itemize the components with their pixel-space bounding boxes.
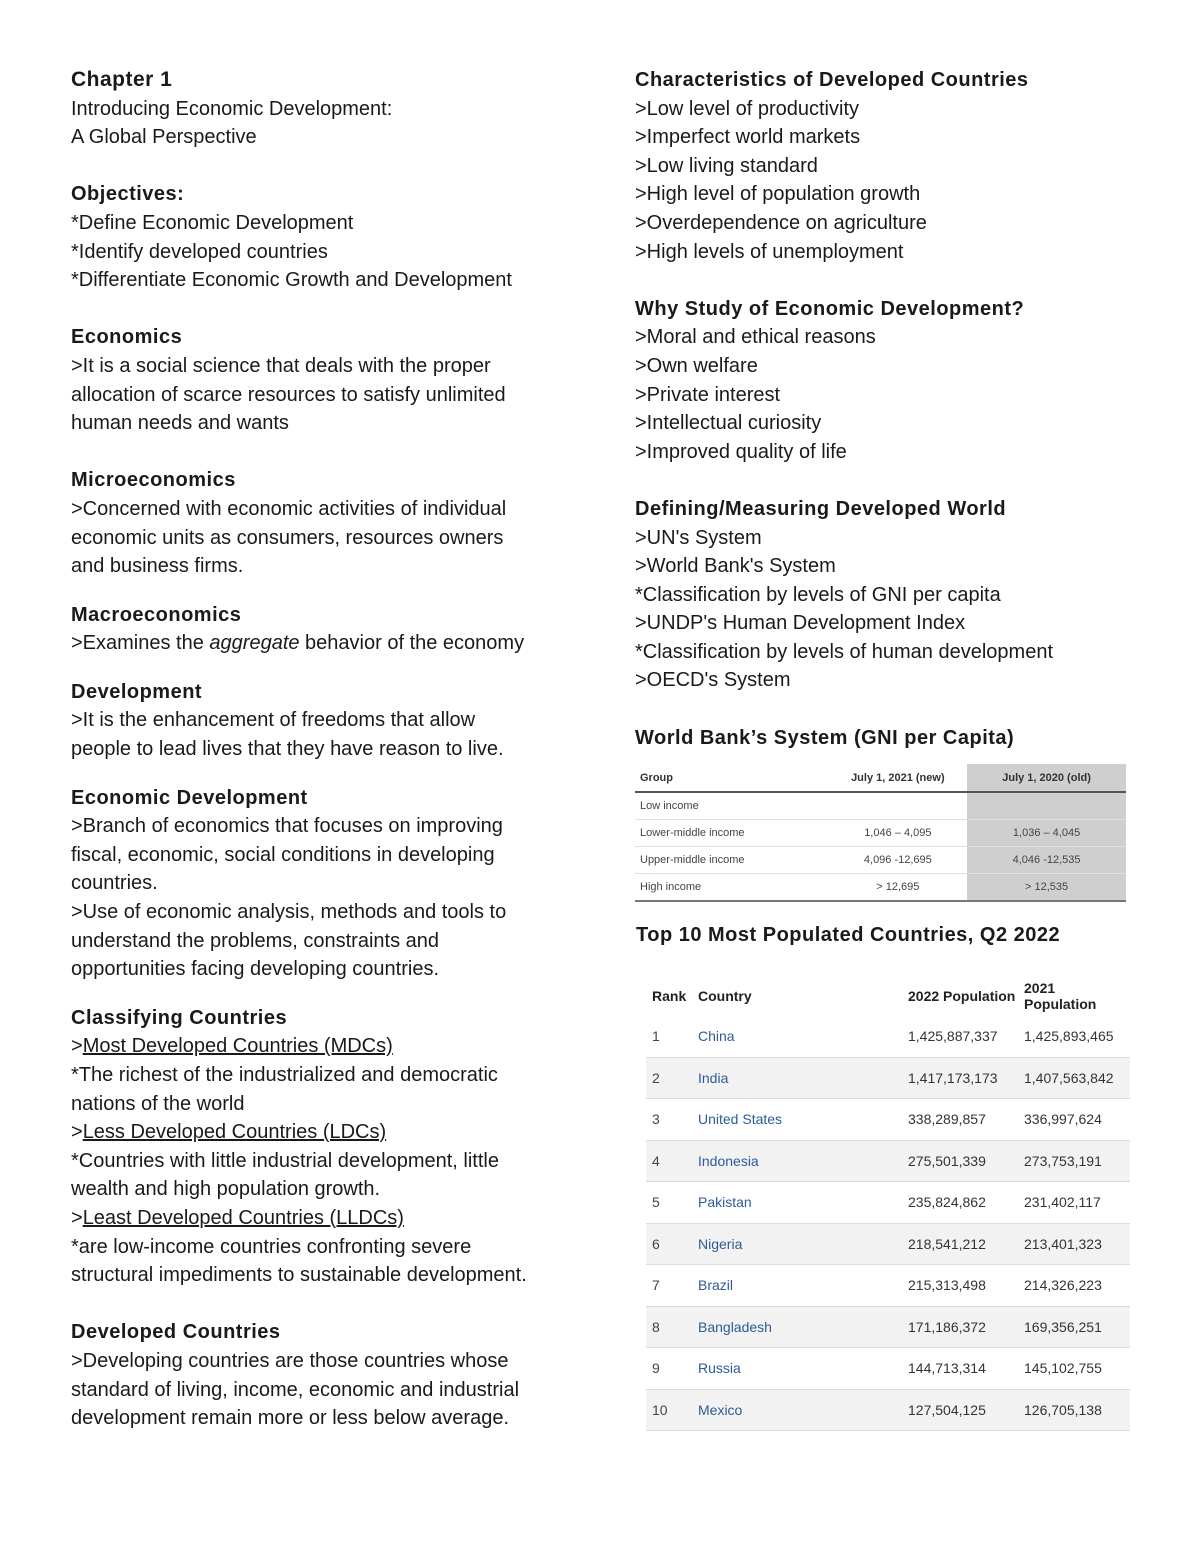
table-row — [635, 820, 1126, 847]
table-header-row — [635, 764, 1126, 792]
table-row — [646, 1182, 1130, 1224]
microeconomics-text: >Concerned with economic activities of individual — [71, 497, 507, 520]
table-row — [646, 1099, 1130, 1141]
population-2022-cell: 218,541,212 — [908, 1223, 1024, 1265]
population-2021-cell: 145,102,755 — [1024, 1348, 1130, 1390]
lldc-link[interactable]: Least Developed Countries (LLDCs) — [82, 1206, 404, 1229]
table-cell: > 12,695 — [829, 874, 968, 902]
population-2022-cell: 1,425,887,337 — [908, 1016, 1024, 1057]
ldc-link[interactable]: Less Developed Countries (LDCs) — [82, 1121, 387, 1144]
table-cell: 1,046 – 4,095 — [829, 820, 968, 847]
chapter-title-line-2: A Global Perspective — [71, 126, 257, 149]
development-text: people to lead lives that they have reason to live. — [71, 738, 504, 761]
left-column — [71, 66, 571, 1433]
population-2022-cell: 235,824,862 — [908, 1182, 1024, 1224]
table-row — [646, 1389, 1130, 1431]
developed-countries-text: standard of living, income, economic and industrial — [71, 1378, 520, 1401]
chapter-title-line-1: Introducing Economic Development: — [71, 97, 393, 120]
mdc-item: >Most Developed Countries (MDCs) — [71, 1035, 393, 1058]
country-link[interactable]: China — [698, 1016, 908, 1057]
ldc-item: >Less Developed Countries (LDCs) — [71, 1121, 387, 1144]
defining-item: >World Bank's System — [635, 555, 836, 578]
microeconomics-heading: Microeconomics — [71, 469, 236, 492]
mdc-text: *The richest of the industrialized and democratic — [71, 1064, 498, 1086]
country-link[interactable]: Brazil — [698, 1265, 908, 1307]
table-row — [646, 1306, 1130, 1348]
development-heading: Development — [71, 680, 203, 703]
mdc-link[interactable]: Most Developed Countries (MDCs) — [82, 1035, 393, 1058]
population-2022-cell: 215,313,498 — [908, 1265, 1024, 1307]
table-header: Group — [635, 764, 829, 792]
table-row — [635, 847, 1126, 874]
characteristics-item: >Low living standard — [635, 154, 818, 177]
population-2021-cell: 1,425,893,465 — [1024, 1016, 1130, 1057]
economics-heading: Economics — [71, 326, 183, 349]
economic-development-heading: Economic Development — [71, 786, 308, 809]
chapter-label: Chapter 1 — [71, 68, 173, 91]
country-link[interactable]: Indonesia — [698, 1140, 908, 1182]
economic-development-text: countries. — [71, 872, 158, 895]
table-cell: 4,096 -12,695 — [829, 847, 968, 874]
developed-countries-text: development remain more or less below average. — [71, 1407, 509, 1430]
defining-item: >UNDP's Human Development Index — [635, 612, 966, 635]
world-bank-heading: World Bank’s System (GNI per Capita) — [635, 726, 1015, 749]
population-2021-cell: 336,997,624 — [1024, 1099, 1130, 1141]
table-header: 2022 Population — [908, 987, 1016, 1004]
characteristics-item: >High levels of unemployment — [635, 240, 904, 263]
table-row — [646, 1348, 1130, 1390]
economic-development-text: >Use of economic analysis, methods and tools to — [71, 901, 507, 924]
economics-text: human needs and wants — [71, 412, 289, 435]
table-cell: 4,046 -12,535 — [967, 847, 1126, 874]
table-cell: 1,036 – 4,045 — [967, 820, 1126, 847]
economic-development-text: fiscal, economic, social conditions in developing — [71, 843, 495, 866]
right-column — [635, 66, 1135, 752]
table-row — [646, 1016, 1130, 1057]
economic-development-text: >Branch of economics that focuses on improving — [71, 815, 503, 838]
table-cell: Low income — [635, 792, 829, 820]
rank-cell: 5 — [646, 1182, 698, 1224]
table-header: July 1, 2021 (new) — [829, 764, 968, 792]
defining-item: >UN's System — [635, 526, 762, 549]
population-2021-cell: 1,407,563,842 — [1024, 1057, 1130, 1099]
table-header: Rank — [652, 987, 687, 1004]
defining-item: *Classification by levels of GNI per capita — [635, 583, 1001, 606]
population-2021-cell: 231,402,117 — [1024, 1182, 1130, 1224]
defining-item: *Classification by levels of human development — [635, 640, 1053, 663]
population-2021-cell: 213,401,323 — [1024, 1223, 1130, 1265]
macroeconomics-text: >Examines the aggregate behavior of the economy — [71, 632, 525, 655]
rank-cell: 1 — [646, 1016, 698, 1057]
country-link[interactable]: United States — [698, 1099, 908, 1141]
aggregate-emphasis: aggregate — [209, 632, 300, 655]
table-cell: Lower-middle income — [635, 820, 829, 847]
developed-countries-text: >Developing countries are those countries whose — [71, 1349, 509, 1372]
rank-cell: 4 — [646, 1140, 698, 1182]
table-cell: > 12,535 — [967, 874, 1126, 902]
population-2021-cell: 126,705,138 — [1024, 1389, 1130, 1431]
country-link[interactable]: Nigeria — [698, 1223, 908, 1265]
objective-item: *Identify developed countries — [71, 240, 328, 263]
table-row — [646, 1057, 1130, 1099]
macroeconomics-heading: Macroeconomics — [71, 603, 242, 626]
table-row — [646, 1140, 1130, 1182]
table-cell: High income — [635, 874, 829, 902]
population-2022-cell: 338,289,857 — [908, 1099, 1024, 1141]
table-header-row — [646, 975, 1130, 1016]
country-link[interactable]: Russia — [698, 1348, 908, 1390]
table-row — [635, 874, 1126, 902]
table-cell: Upper-middle income — [635, 847, 829, 874]
defining-heading: Defining/Measuring Developed World — [635, 497, 1007, 520]
rank-cell: 6 — [646, 1223, 698, 1265]
rank-cell: 7 — [646, 1265, 698, 1307]
characteristics-item: >Low level of productivity — [635, 97, 860, 120]
rank-cell: 3 — [646, 1099, 698, 1141]
characteristics-item: >Imperfect world markets — [635, 126, 861, 149]
population-2021-cell: 273,753,191 — [1024, 1140, 1130, 1182]
microeconomics-text: economic units as consumers, resources owners — [71, 526, 504, 549]
table-cell — [829, 792, 968, 820]
rank-cell: 10 — [646, 1389, 698, 1431]
characteristics-heading: Characteristics of Developed Countries — [635, 69, 1029, 91]
lldc-text: *are low-income countries confronting severe — [71, 1235, 472, 1258]
why-study-item: >Improved quality of life — [635, 440, 847, 463]
economics-text: allocation of scarce resources to satisfy unlimited — [71, 383, 506, 406]
why-study-item: >Private interest — [635, 383, 781, 406]
population-2022-cell: 144,713,314 — [908, 1348, 1024, 1390]
why-study-item: >Intellectual curiosity — [635, 412, 822, 435]
development-text: >It is the enhancement of freedoms that allow — [71, 709, 476, 732]
table-header: 2021 Population — [1024, 979, 1097, 1012]
mdc-text: nations of the world — [71, 1092, 245, 1115]
country-link[interactable]: Pakistan — [698, 1182, 908, 1224]
objective-item: *Differentiate Economic Growth and Development — [71, 269, 512, 292]
objectives-heading: Objectives: — [71, 183, 185, 206]
rank-cell: 8 — [646, 1306, 698, 1348]
table-header: July 1, 2020 (old) — [967, 764, 1126, 792]
country-link[interactable]: Bangladesh — [698, 1306, 908, 1348]
ldc-text: wealth and high population growth. — [71, 1178, 381, 1201]
population-table — [646, 975, 1130, 1431]
microeconomics-text: and business firms. — [71, 555, 244, 578]
why-study-item: >Own welfare — [635, 354, 758, 377]
table-row — [646, 1223, 1130, 1265]
rank-cell: 9 — [646, 1348, 698, 1390]
why-study-item: >Moral and ethical reasons — [635, 326, 876, 349]
lldc-text: structural impediments to sustainable development. — [71, 1264, 527, 1287]
population-heading: Top 10 Most Populated Countries, Q2 2022 — [636, 924, 1061, 946]
country-link[interactable]: India — [698, 1057, 908, 1099]
population-2022-cell: 127,504,125 — [908, 1389, 1024, 1431]
country-link[interactable]: Mexico — [698, 1389, 908, 1431]
economic-development-text: opportunities facing developing countries. — [71, 958, 440, 981]
lldc-item: >Least Developed Countries (LLDCs) — [71, 1206, 404, 1229]
why-study-heading: Why Study of Economic Development? — [635, 297, 1025, 320]
defining-item: >OECD's System — [635, 669, 791, 692]
population-2021-cell: 169,356,251 — [1024, 1306, 1130, 1348]
population-2022-cell: 171,186,372 — [908, 1306, 1024, 1348]
characteristics-item: >High level of population growth — [635, 183, 921, 206]
world-bank-gni-table — [635, 764, 1126, 902]
objective-item: *Define Economic Development — [71, 211, 354, 234]
rank-cell: 2 — [646, 1057, 698, 1099]
table-cell — [967, 792, 1126, 820]
characteristics-item: >Overdependence on agriculture — [635, 211, 927, 234]
economic-development-text: understand the problems, constraints and — [71, 929, 439, 952]
ldc-text: *Countries with little industrial development, little — [71, 1149, 499, 1172]
table-header: Country — [698, 987, 752, 1004]
table-row — [646, 1265, 1130, 1307]
economics-text: >It is a social science that deals with the proper — [71, 354, 491, 377]
population-2021-cell: 214,326,223 — [1024, 1265, 1130, 1307]
developed-countries-heading: Developed Countries — [71, 1321, 281, 1344]
classifying-heading: Classifying Countries — [71, 1006, 288, 1029]
population-2022-cell: 275,501,339 — [908, 1140, 1024, 1182]
table-row — [635, 792, 1126, 820]
population-2022-cell: 1,417,173,173 — [908, 1057, 1024, 1099]
